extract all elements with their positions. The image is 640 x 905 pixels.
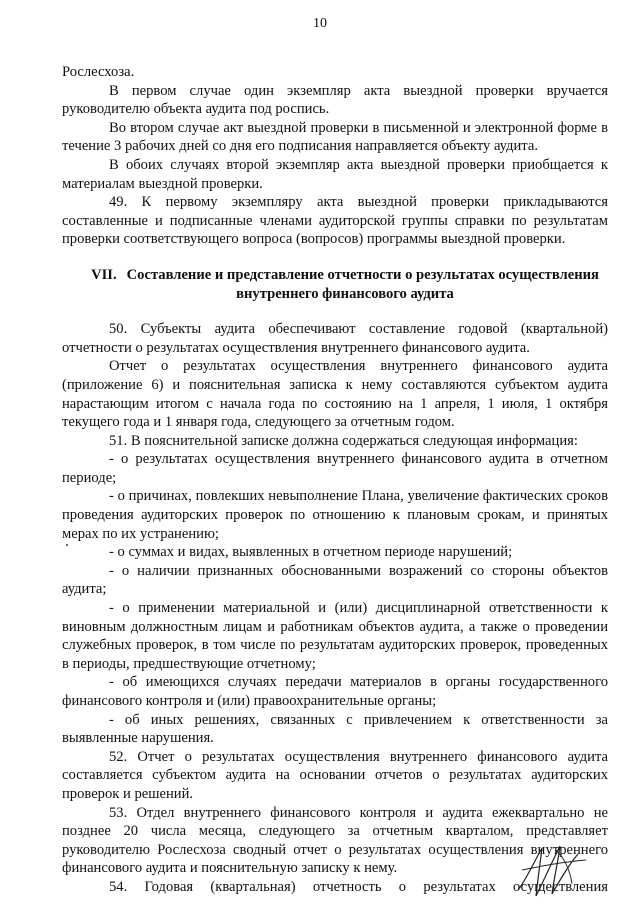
paragraph: Отчет о результатах осуществления внутреннего финансового аудита (приложение 6) и пояснительная записка к нему составляются субъектом аудита нарастающим итогом с начала года по состоянию на 1 апреля, 1 июля, 1 октября текущего года и 1 января года, следующего за отчетным годом. xyxy=(62,358,608,431)
paragraph: - об иных решениях, связанных с привлечением к ответственности за выявленные нарушения. xyxy=(62,711,608,747)
paragraph: Во втором случае акт выездной проверки в письменной и электронной форме в течение 3 рабочих дней со дня его подписания направляется объекту аудита. xyxy=(62,119,608,155)
paragraph: - о применении материальной и (или) дисциплинарной ответственности к виновным должностным лицам и работникам объектов аудита, а также о проведении служебных проверок, в том числе по результатам аудиторских проверок, проведенных в периоды, предшествующие отчетному; xyxy=(62,600,608,672)
paragraph: - о причинах, повлекших невыполнение Плана, увеличение фактических сроков проведения аудиторских проверок по отношению к плановым срокам, и принятых мерах по их устранению; xyxy=(62,488,608,542)
paragraph: - о результатах осуществления внутреннего финансового аудита в отчетном периоде; xyxy=(62,451,608,486)
document-body xyxy=(62,63,608,897)
paragraph: 53. Отдел внутреннего финансового контроля и аудита ежеквартально не позднее 20 числа месяца, следующего за отчетным кварталом, представляет руководителю Рослесхоза сводный отчет о результатах осуществления внутреннего финансового аудита и пояснительную записку к нему. xyxy=(62,804,608,877)
paragraph: - об имеющихся случаях передачи материалов в органы государственного финансового контроля и (или) правоохранительные органы; xyxy=(62,674,608,709)
paragraph: В обоих случаях второй экземпляр акта выездной проверки приобщается к материалам выездной проверки. xyxy=(62,156,608,192)
paragraph: 51. В пояснительной записке должна содержаться следующая информация: xyxy=(109,432,578,449)
section-title: Составление и представление отчетности о результатах осуществления внутреннего финансового аудита xyxy=(126,266,599,302)
handwritten-signature xyxy=(512,840,592,900)
scan-speck xyxy=(66,544,68,546)
paragraph: 52. Отчет о результатах осуществления внутреннего финансового аудита составляется субъектом аудита на основании отчетов о результатах аудиторских проверок и решений. xyxy=(62,748,608,802)
paragraphs-before-section xyxy=(62,63,608,249)
page-number: 10 xyxy=(313,16,327,31)
paragraph: - о наличии признанных обоснованными возражений со стороны объектов аудита; xyxy=(62,562,608,598)
paragraph: - о суммах и видах, выявленных в отчетном периоде нарушений; xyxy=(109,544,513,561)
paragraph: В первом случае один экземпляр акта выездной проверки вручается руководителю объекта аудита под роспись. xyxy=(62,82,608,118)
paragraph: 49. К первому экземпляру акта выездной проверки прикладываются составленные и подписанные членами аудиторской группы справки по результатам проверки соответствующего вопроса (вопросов) программы выездной проверки. xyxy=(62,194,608,248)
paragraph: 50. Субъекты аудита обеспечивают составление годовой (квартальной) отчетности о результатах осуществления внутреннего финансового аудита. xyxy=(62,321,608,356)
section-heading xyxy=(62,266,608,303)
section-number: VII. xyxy=(91,266,117,283)
paragraph: Рослесхоза. xyxy=(62,64,135,80)
paragraph: 54. Годовая (квартальная) отчетность о результатах осуществления xyxy=(109,878,608,895)
paragraphs-after-section xyxy=(62,320,608,896)
